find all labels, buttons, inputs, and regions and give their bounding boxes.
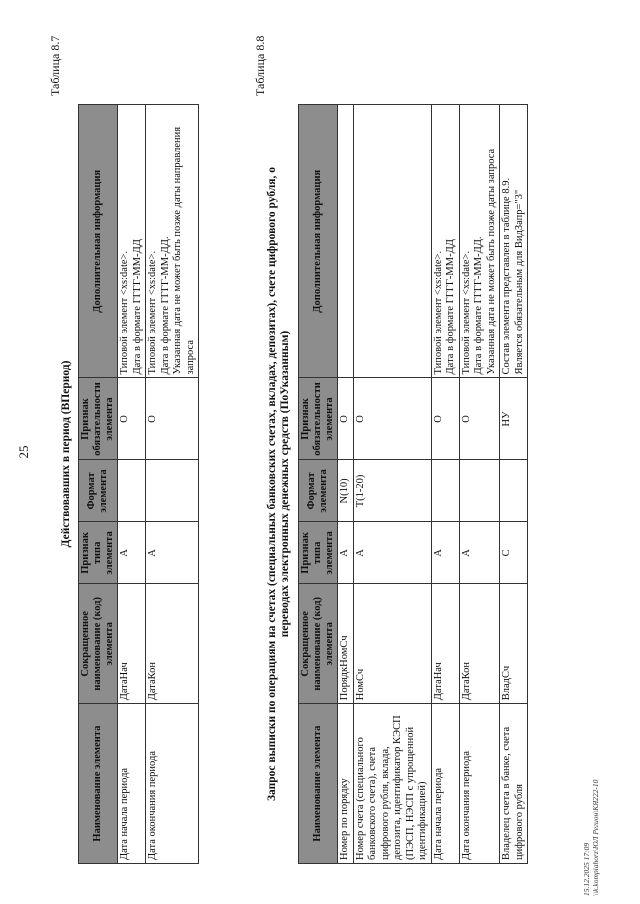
cell-info xyxy=(353,105,431,378)
cell-format xyxy=(431,460,459,522)
table-label-8-7: Таблица 8.7 xyxy=(48,35,62,96)
cell-info: Типовой элемент <xs:date>. Дата в формате ГГГГ-ММ-ДД xyxy=(118,105,146,379)
table-row xyxy=(338,105,354,864)
cell-format: T(1-20) xyxy=(353,460,431,522)
cell-info: Типовой элемент <xs:date>. Дата в формате ГГГГ-ММ-ДД. Указанная дата не может быть позже даты запроса xyxy=(459,105,500,378)
cell-req: О xyxy=(338,378,354,460)
cell-info: Типовой элемент <xs:date>. Дата в формате ГГГГ-ММ-ДД xyxy=(431,105,459,378)
table-row xyxy=(146,105,199,864)
cell-format xyxy=(146,460,199,522)
page-number: 25 xyxy=(16,445,31,459)
cell-code: НомСч xyxy=(353,584,431,704)
cell-req: НУ xyxy=(500,378,528,460)
cell-name: Дата начала периода xyxy=(431,704,459,864)
cell-req: О xyxy=(353,378,431,460)
cell-format xyxy=(459,460,500,522)
table-caption-8-7: Действовавших в период (ВПериод) xyxy=(60,360,72,548)
footer-line-1: 15.12.2025 17:09 xyxy=(582,842,591,896)
cell-name: Номер счета (специального банковского счета), счета цифрового рубля, вклада, депозита, идентификатор КЭСП (ПЭСП, НЭСП с упрощенной идентификацией) xyxy=(353,704,431,864)
column-header: Сокращенное наименование (код) элемента xyxy=(299,584,338,704)
column-header: Признак типа элемента xyxy=(79,522,118,584)
cell-req: О xyxy=(146,378,199,460)
cell-type: С xyxy=(500,522,528,584)
column-header: Признак обязательности элемента xyxy=(299,378,338,460)
table-header-row xyxy=(79,105,118,864)
column-header: Наименование элемента xyxy=(299,704,338,864)
cell-format xyxy=(500,460,528,522)
column-header: Признак типа элемента xyxy=(299,522,338,584)
table-caption-8-8 xyxy=(266,104,292,864)
table-header-row xyxy=(299,105,338,864)
column-header: Сокращенное наименование (код) элемента xyxy=(79,584,118,704)
cell-req: О xyxy=(118,378,146,460)
table-row xyxy=(353,105,431,864)
table-8-7 xyxy=(78,104,199,864)
cell-name: Владелец счета в банке, счета цифрового рубля xyxy=(500,704,528,864)
cell-type: А xyxy=(459,522,500,584)
cell-name: Дата начала периода xyxy=(118,704,146,864)
cell-name: Дата окончания периода xyxy=(459,704,500,864)
column-header: Формат элемента xyxy=(299,460,338,522)
footer-line-2: \\k.kompiahorz\ЮЛ Регион\КЯ222-10 xyxy=(591,779,600,896)
cell-code: ДатаКон xyxy=(146,584,199,704)
cell-type: А xyxy=(146,522,199,584)
table-row xyxy=(431,105,459,864)
column-header: Дополнительная информация xyxy=(299,105,338,378)
table-label-8-8: Таблица 8.8 xyxy=(253,35,267,96)
caption-line-1: Запрос выписки по операциям на счетах (специальных банковских счетах, вкладах, депозитах), счете цифрового рубля, о xyxy=(266,166,278,802)
table-8-8 xyxy=(298,104,528,864)
caption-line-2: переводах электронных денежных средств (ПоУказанным) xyxy=(279,330,291,638)
cell-code: ПорядкНомСч xyxy=(338,584,354,704)
cell-info: Состав элемента представлен в таблице 8.9. Является обязательным для ВидЗапр="3" xyxy=(500,105,528,378)
cell-code: ВладСч xyxy=(500,584,528,704)
cell-type: А xyxy=(118,522,146,584)
cell-req: О xyxy=(459,378,500,460)
table-row xyxy=(459,105,500,864)
cell-info: Типовой элемент <xs:date>. Дата в формате ГГГГ-ММ-ДД. Указанная дата не может быть позже даты направления запроса xyxy=(146,105,199,379)
cell-info xyxy=(338,105,354,378)
cell-format: N(10) xyxy=(338,460,354,522)
cell-name: Дата окончания периода xyxy=(146,704,199,864)
cell-type: А xyxy=(353,522,431,584)
cell-code: ДатаНач xyxy=(118,584,146,704)
column-header: Дополнительная информация xyxy=(79,105,118,379)
cell-name: Номер по порядку xyxy=(338,704,354,864)
cell-format xyxy=(118,460,146,522)
column-header: Наименование элемента xyxy=(79,704,118,864)
cell-type: А xyxy=(431,522,459,584)
cell-code: ДатаНач xyxy=(431,584,459,704)
cell-type: А xyxy=(338,522,354,584)
cell-req: О xyxy=(431,378,459,460)
table-row xyxy=(118,105,146,864)
column-header: Формат элемента xyxy=(79,460,118,522)
footer-stamp xyxy=(582,780,600,896)
cell-code: ДатаКон xyxy=(459,584,500,704)
column-header: Признак обязательности элемента xyxy=(79,378,118,460)
table-row xyxy=(500,105,528,864)
